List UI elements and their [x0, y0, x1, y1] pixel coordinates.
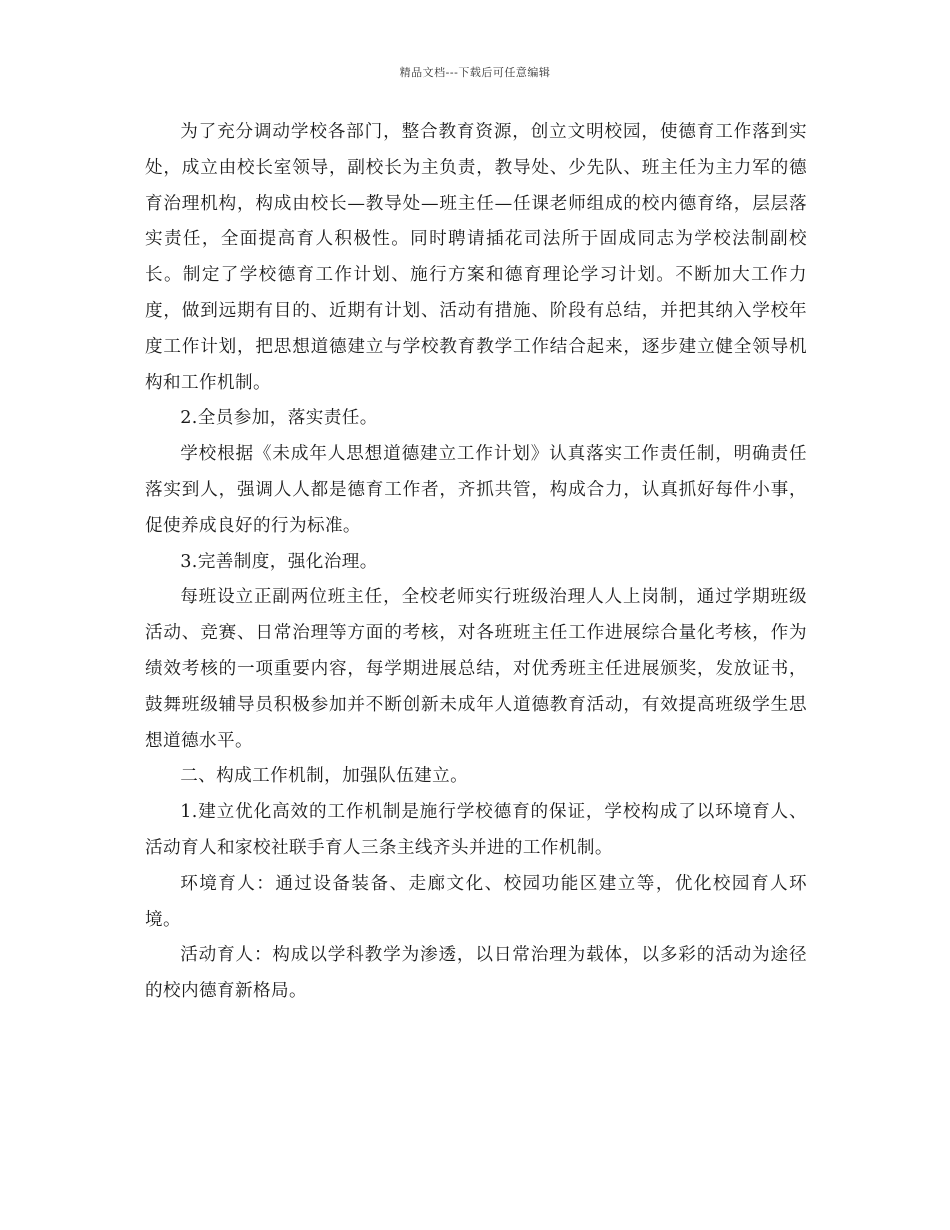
section-heading-participation: 2.全员参加，落实责任。: [180, 408, 378, 429]
paragraph-class-management: 每班设立正副两位班主任，全校老师实行班级治理人人上岗制，通过学期班级活动、竞赛、日常治理等方面的考核，对各班班主任工作进展综合量化考核，作为绩效考核的一项重要内容，每学期进展总结，对优秀班主任进展颁奖，发放证书，鼓舞班级辅导员积极参加并不断创新未成年人道德教育活动，有效提高班级学生思想道德水平。: [145, 587, 807, 751]
paragraph-activity: 活动育人：构成以学科教学为渗透，以日常治理为载体，以多彩的活动为途径的校内德育新格局。: [145, 945, 807, 1002]
paragraph-responsibility: 学校根据《未成年人思想道德建立工作计划》认真落实工作责任制，明确责任落实到人，强调人人都是德育工作者，齐抓共管，构成合力，认真抓好每件小事，促使养成良好的行为标准。: [145, 444, 807, 536]
document-body: [145, 115, 807, 1010]
paragraph-work-mechanism: 1.建立优化高效的工作机制是施行学校德育的保证，学校构成了以环境育人、活动育人和家校社联手育人三条主线齐头并进的工作机制。: [145, 802, 807, 858]
section-heading-system: 3.完善制度，强化治理。: [180, 551, 378, 572]
paragraph-leadership: 为了充分调动学校各部门，整合教育资源，创立文明校园，使德育工作落到实处，成立由校长室领导，副校长为主负责，教导处、少先队、班主任为主力军的德育治理机构，构成由校长—教导处—班主任—任课老师组成的校内德育络，层层落实责任，全面提高育人积极性。同时聘请插花司法所于固成同志为学校法制副校长。制定了学校德育工作计划、施行方案和德育理论学习计划。不断加大工作力度，做到远期有目的、近期有计划、活动有措施、阶段有总结，并把其纳入学校年度工作计划，把思想道德建立与学校教育教学工作结合起来，逐步建立健全领导机构和工作机制。: [145, 122, 807, 393]
section-heading-mechanism: 二、构成工作机制，加强队伍建立。: [180, 766, 469, 787]
paragraph-environment: 环境育人：通过设备装备、走廊文化、校园功能区建立等，优化校园育人环境。: [145, 873, 807, 930]
page-header: 精品文档---下载后可任意编辑: [399, 66, 551, 79]
